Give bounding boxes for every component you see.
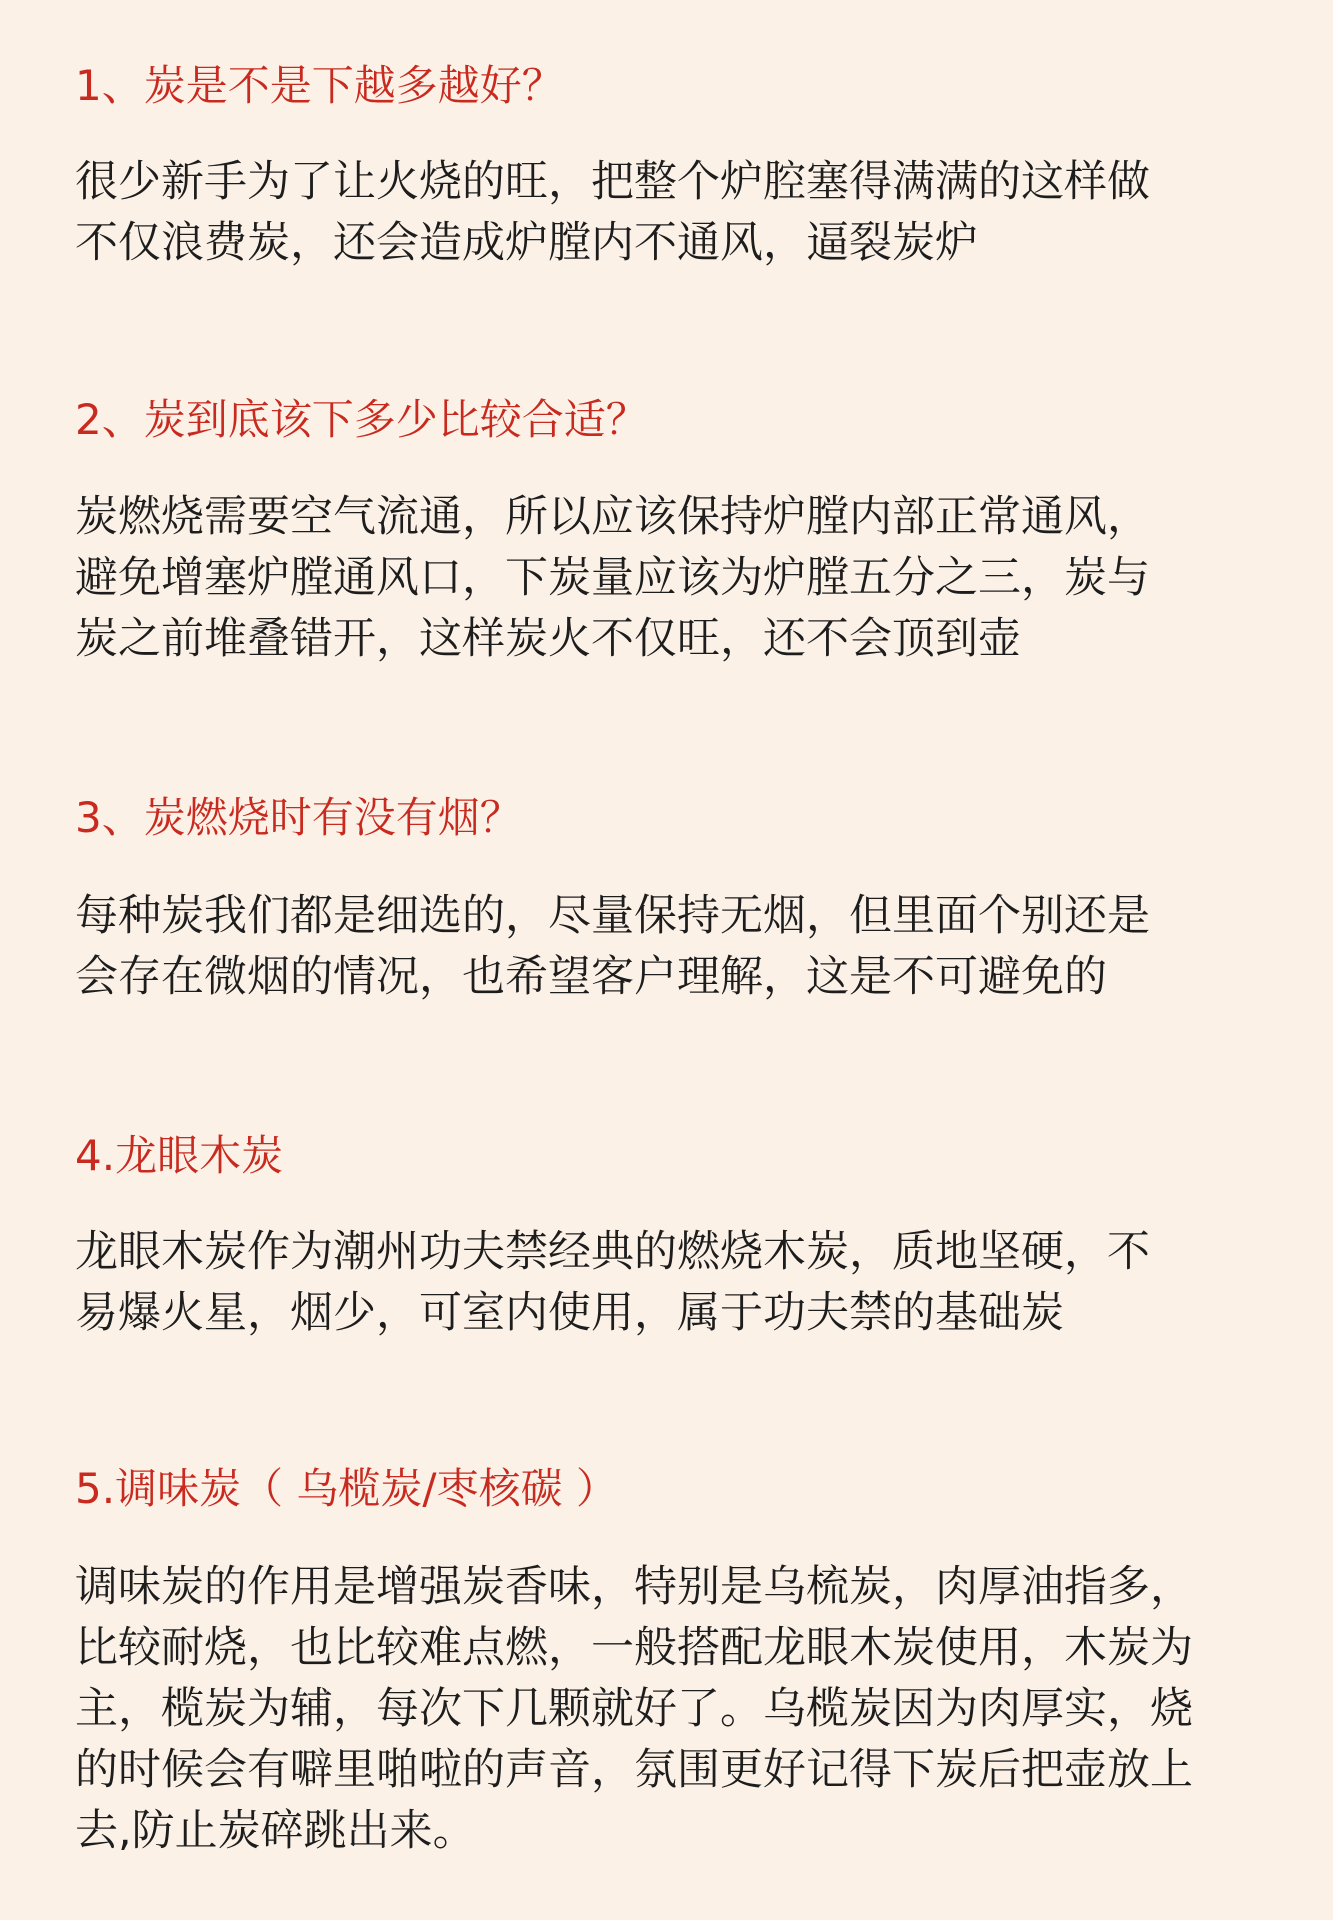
section-5-line: 比较耐烧，也比较难点燃，一般搭配龙眼木炭使用，木炭为	[75, 1623, 1193, 1673]
section-4-heading: 4.龙眼木炭	[75, 1131, 284, 1180]
section-5-heading: 5.调味炭（ 乌榄炭/枣核碳 ）	[75, 1464, 618, 1513]
section-1-line: 不仅浪费炭，还会造成炉膛内不通风，逼裂炭炉	[75, 218, 978, 268]
section-2-line: 炭燃烧需要空气流通，所以应该保持炉膛内部正常通风，	[75, 492, 1150, 542]
section-4-body	[75, 1222, 1295, 1344]
section-1-heading: 1、炭是不是下越多越好？	[75, 61, 564, 110]
section-3-line: 会存在微烟的情况，也希望客户理解，这是不可避免的	[75, 952, 1107, 1002]
section-4-line: 易爆火星，烟少，可室内使用，属于功夫禁的基础炭	[75, 1288, 1064, 1338]
section-5-line: 去,防止炭碎跳出来。	[75, 1806, 476, 1856]
section-2-line: 避免增塞炉膛通风口，下炭量应该为炉膛五分之三，炭与	[75, 553, 1150, 603]
section-2-heading: 2、炭到底该下多少比较合适？	[75, 395, 648, 444]
section-5-line: 调味炭的作用是增强炭香味，特别是乌梳炭，肉厚油指多，	[75, 1562, 1193, 1612]
section-5-line: 主，榄炭为辅，每次下几颗就好了。乌榄炭因为肉厚实，烧	[75, 1684, 1193, 1734]
section-3-heading: 3、炭燃烧时有没有烟？	[75, 793, 522, 842]
section-5-body	[75, 1557, 1295, 1862]
section-1-line: 很少新手为了让火烧的旺，把整个炉腔塞得满满的这样做	[75, 157, 1150, 207]
section-2-body	[75, 487, 1295, 670]
section-3-line: 每种炭我们都是细选的，尽量保持无烟，但里面个别还是	[75, 891, 1150, 941]
section-3-body	[75, 886, 1295, 1008]
section-5-line: 的时候会有噼里啪啦的声音，氛围更好记得下炭后把壶放上	[75, 1745, 1193, 1795]
section-4-line: 龙眼木炭作为潮州功夫禁经典的燃烧木炭，质地坚硬，不	[75, 1227, 1150, 1277]
section-1-body	[75, 152, 1295, 274]
section-2-line: 炭之前堆叠错开，这样炭火不仅旺，还不会顶到壶	[75, 614, 1021, 664]
